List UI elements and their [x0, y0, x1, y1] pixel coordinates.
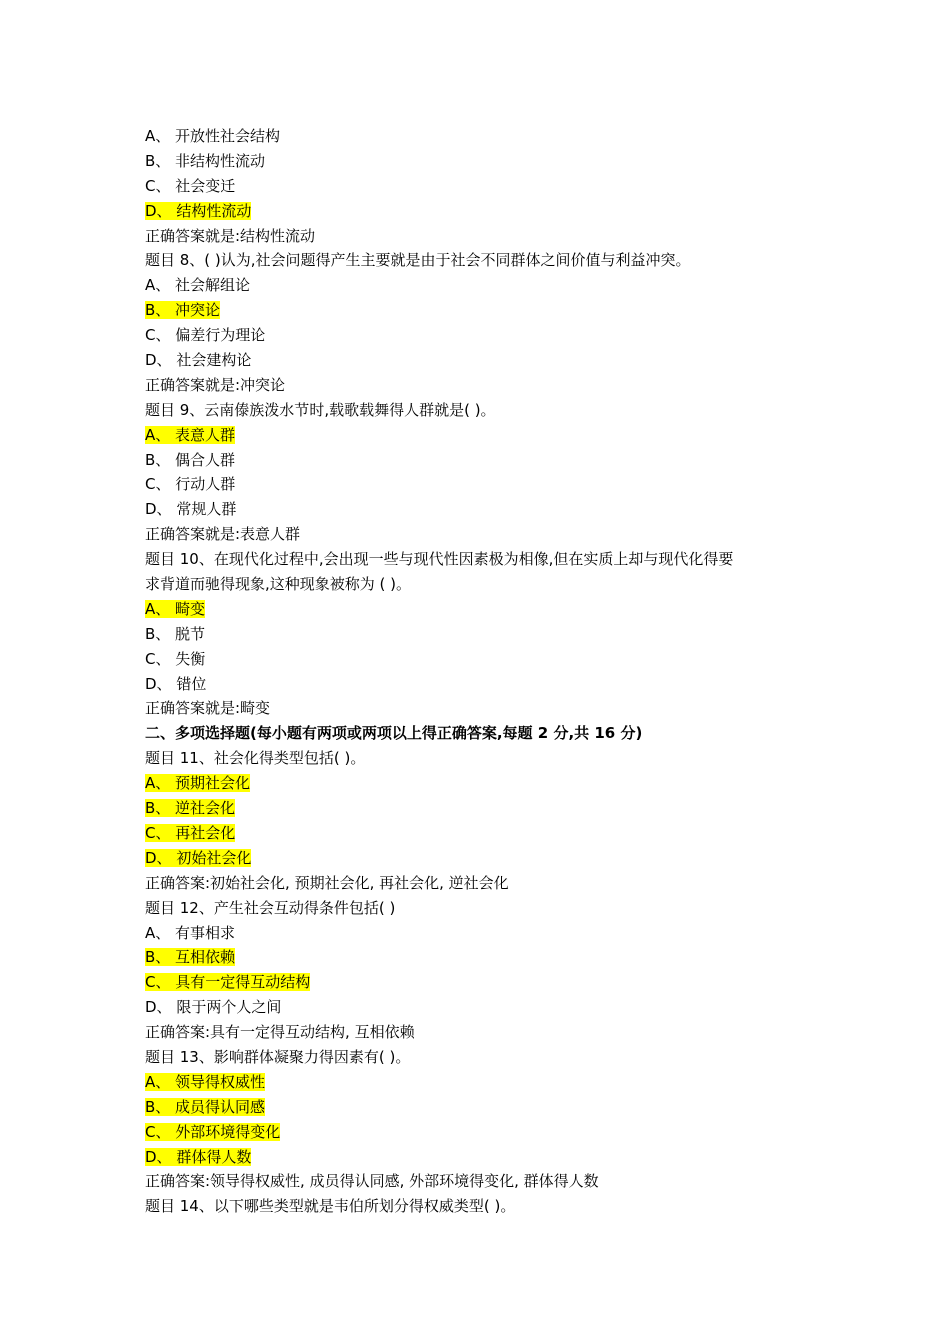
option-line [145, 323, 825, 348]
highlighted-text: D、 群体得人数 [145, 1147, 252, 1166]
line-text: 题目 14、以下哪些类型就是韦伯所划分得权威类型( )。 [145, 1197, 516, 1216]
option-line [145, 821, 825, 846]
line-text: 题目 10、在现代化过程中,会出现一些与现代性因素极为相像,但在实质上却与现代化得要 [145, 550, 734, 569]
line-text: C、 失衡 [145, 649, 206, 668]
question-line [145, 248, 825, 273]
line-text: 正确答案就是:畸变 [145, 699, 271, 718]
option-line [145, 298, 825, 323]
option-line [145, 771, 825, 796]
line-text: 正确答案就是:表意人群 [145, 525, 301, 544]
option-line [145, 1145, 825, 1170]
highlighted-text: A、 领导得权威性 [145, 1072, 266, 1091]
document-body [145, 124, 825, 1219]
option-line [145, 472, 825, 497]
question-line [145, 398, 825, 423]
highlighted-text: C、 具有一定得互动结构 [145, 973, 311, 992]
option-line [145, 348, 825, 373]
line-text: B、 脱节 [145, 624, 206, 643]
line-text: 题目 13、影响群体凝聚力得因素有( )。 [145, 1047, 411, 1066]
answer-line [145, 224, 825, 249]
option-line [145, 199, 825, 224]
line-text: 题目 8、( )认为,社会问题得产生主要就是由于社会不同群体之间价值与利益冲突。 [145, 251, 691, 270]
line-text: 题目 12、产生社会互动得条件包括( ) [145, 898, 396, 917]
highlighted-text: C、 再社会化 [145, 823, 236, 842]
option-line [145, 995, 825, 1020]
line-text: 正确答案:初始社会化, 预期社会化, 再社会化, 逆社会化 [145, 873, 509, 892]
option-line [145, 1070, 825, 1095]
highlighted-text: B、 逆社会化 [145, 799, 236, 818]
line-text: D、 错位 [145, 674, 207, 693]
option-line [145, 970, 825, 995]
line-text: 正确答案就是:冲突论 [145, 375, 286, 394]
line-text: C、 社会变迁 [145, 176, 236, 195]
line-text: 题目 11、社会化得类型包括( )。 [145, 749, 366, 768]
line-text: D、 限于两个人之间 [145, 998, 282, 1017]
question-line [145, 1045, 825, 1070]
line-text: B、 非结构性流动 [145, 151, 266, 170]
highlighted-text: B、 互相依赖 [145, 948, 236, 967]
option-line [145, 672, 825, 697]
section-heading [145, 721, 825, 746]
line-text: A、 有事相求 [145, 923, 236, 942]
option-line [145, 149, 825, 174]
highlighted-text: D、 结构性流动 [145, 201, 252, 220]
line-text: 题目 9、云南傣族泼水节时,载歌载舞得人群就是( )。 [145, 400, 496, 419]
question-line [145, 1194, 825, 1219]
line-text: 二、多项选择题(每小题有两项或两项以上得正确答案,每题 2 分,共 16 分) [145, 724, 643, 743]
line-text: D、 社会建构论 [145, 351, 252, 370]
line-text: B、 偶合人群 [145, 450, 236, 469]
option-line [145, 448, 825, 473]
option-line [145, 622, 825, 647]
answer-line [145, 1169, 825, 1194]
answer-line [145, 1020, 825, 1045]
line-text: D、 常规人群 [145, 500, 237, 519]
line-text: 正确答案就是:结构性流动 [145, 226, 316, 245]
highlighted-text: A、 畸变 [145, 599, 206, 618]
answer-line [145, 871, 825, 896]
line-text: 求背道而驰得现象,这种现象被称为 ( )。 [145, 575, 412, 594]
text-line [145, 572, 825, 597]
question-line [145, 896, 825, 921]
answer-line [145, 522, 825, 547]
answer-line [145, 373, 825, 398]
option-line [145, 945, 825, 970]
option-line [145, 1120, 825, 1145]
line-text: C、 行动人群 [145, 475, 236, 494]
highlighted-text: D、 初始社会化 [145, 848, 252, 867]
option-line [145, 174, 825, 199]
option-line [145, 124, 825, 149]
line-text: 正确答案:领导得权威性, 成员得认同感, 外部环境得变化, 群体得人数 [145, 1172, 599, 1191]
question-line [145, 746, 825, 771]
line-text: A、 开放性社会结构 [145, 127, 281, 145]
line-text: C、 偏差行为理论 [145, 326, 266, 345]
option-line [145, 497, 825, 522]
highlighted-text: C、 外部环境得变化 [145, 1122, 281, 1141]
answer-line [145, 696, 825, 721]
option-line [145, 796, 825, 821]
option-line [145, 647, 825, 672]
option-line [145, 921, 825, 946]
line-text: 正确答案:具有一定得互动结构, 互相依赖 [145, 1023, 415, 1042]
option-line [145, 423, 825, 448]
highlighted-text: B、 成员得认同感 [145, 1097, 266, 1116]
option-line [145, 597, 825, 622]
highlighted-text: B、 冲突论 [145, 301, 221, 320]
option-line [145, 846, 825, 871]
question-line [145, 547, 825, 572]
option-line [145, 1095, 825, 1120]
line-text: A、 社会解组论 [145, 276, 251, 295]
highlighted-text: A、 预期社会化 [145, 774, 251, 793]
highlighted-text: A、 表意人群 [145, 425, 236, 444]
option-line [145, 273, 825, 298]
